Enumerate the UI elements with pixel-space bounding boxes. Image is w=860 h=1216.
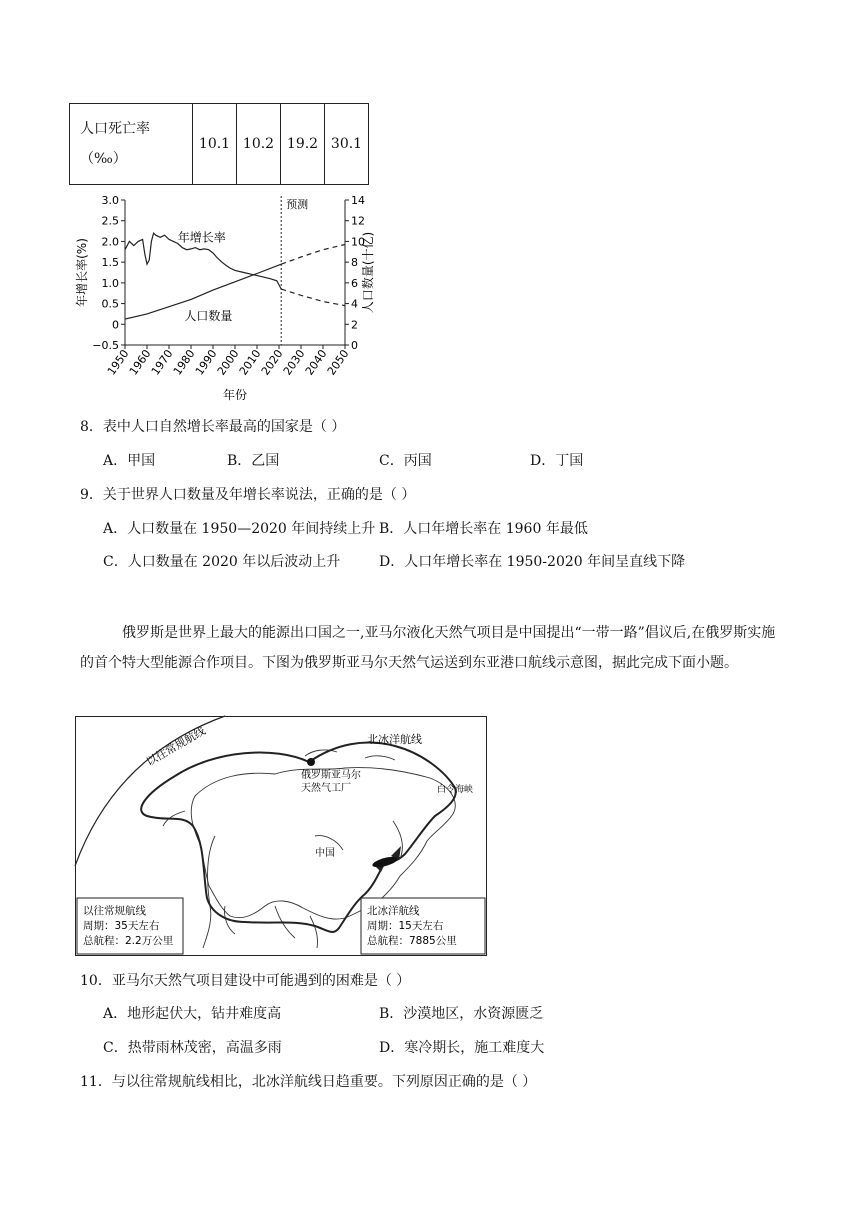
x-tick-label: 1990 bbox=[192, 347, 220, 378]
q10-option-d[interactable]: D．寒冷期长，施工难度大 bbox=[379, 1040, 545, 1056]
question-9-stem: 9．关于世界人口数量及年增长率说法，正确的是（ ） bbox=[80, 487, 416, 503]
legend-arctic-line3: 总航程：7885公里 bbox=[367, 935, 457, 947]
y-left-tick-label: 1.0 bbox=[101, 276, 119, 290]
x-axis-title: 年份 bbox=[222, 388, 248, 402]
x-tick-label: 2040 bbox=[302, 347, 330, 378]
y-right-axis-title: 人口数量(十亿) bbox=[361, 231, 375, 314]
y-left-tick-label: 2.0 bbox=[101, 235, 119, 249]
forecast-label: 预测 bbox=[286, 198, 309, 211]
y-right-tick-label: 8 bbox=[351, 256, 358, 270]
table-cell: 30.1 bbox=[325, 104, 369, 185]
label-factory-line1: 俄罗斯亚马尔 bbox=[301, 770, 361, 781]
y-left-tick-label: 0 bbox=[112, 318, 119, 332]
route-map bbox=[75, 716, 487, 956]
x-tick-label: 2050 bbox=[324, 347, 352, 378]
series-forecast-1 bbox=[281, 245, 345, 265]
q8-option-b[interactable]: B．乙国 bbox=[227, 453, 280, 469]
q9-option-a[interactable]: A．人口数量在 1950—2020 年间持续上升 bbox=[103, 521, 376, 537]
q8-option-a[interactable]: A．甲国 bbox=[103, 453, 156, 469]
y-left-axis-title: 年增长率(%) bbox=[75, 238, 89, 307]
chart-labels bbox=[74, 194, 375, 402]
series-forecast-0 bbox=[281, 289, 345, 306]
table-cell: 19.2 bbox=[281, 104, 325, 185]
legend-old-line2: 周期：35天左右 bbox=[83, 920, 160, 932]
label-old-route: 以往常规航线 bbox=[144, 724, 208, 769]
chart-marks bbox=[125, 233, 345, 319]
x-tick-label: 2010 bbox=[236, 347, 264, 378]
q10-option-b[interactable]: B．沙漠地区，水资源匮乏 bbox=[379, 1006, 544, 1022]
question-8-stem: 8．表中人口自然增长率最高的国家是（ ） bbox=[80, 419, 346, 435]
label-china: 中国 bbox=[315, 848, 335, 859]
x-tick-label: 2020 bbox=[258, 347, 286, 378]
reading-passage: 俄罗斯是世界上最大的能源出口国之一,亚马尔液化天然气项目是中国提出“一带一路”倡议后,在俄罗斯实施的首个特大型能源合作项目。下图为俄罗斯亚马尔天然气运送到东亚港口航线示意图，据此完成下面小题。 bbox=[80, 625, 776, 671]
q9-option-b[interactable]: B．人口年增长率在 1960 年最低 bbox=[379, 521, 588, 537]
factory-marker bbox=[307, 758, 315, 766]
y-left-tick-label: −0.5 bbox=[92, 339, 119, 352]
q8-option-c[interactable]: C．丙国 bbox=[379, 453, 432, 469]
label-factory-line2: 天然气工厂 bbox=[301, 783, 351, 794]
row-label-line1: 人口死亡率 bbox=[80, 121, 150, 137]
label-strait: 白令海峡 bbox=[437, 785, 474, 795]
x-tick-label: 2000 bbox=[214, 347, 242, 378]
y-left-tick-label: 1.5 bbox=[101, 256, 119, 270]
y-right-tick-label: 12 bbox=[351, 214, 365, 228]
table-row bbox=[70, 104, 369, 185]
x-tick-label: 1960 bbox=[126, 347, 154, 378]
question-11-stem: 11．与以往常规航线相比，北冰洋航线日趋重要。下列原因正确的是（ ） bbox=[80, 1074, 537, 1090]
y-left-tick-label: 3.0 bbox=[101, 194, 119, 207]
label-arctic-route: 北冰洋航线 bbox=[367, 733, 422, 746]
question-10-stem: 10．亚马尔天然气项目建设中可能遇到的困难是（ ） bbox=[80, 973, 411, 989]
legend-arctic-line1: 北冰洋航线 bbox=[367, 905, 420, 917]
chart-axes bbox=[121, 196, 349, 349]
y-right-tick-label: 14 bbox=[351, 194, 365, 207]
row-label bbox=[70, 104, 193, 185]
legend-old-line1: 以往常规航线 bbox=[83, 905, 146, 917]
x-tick-label: 1980 bbox=[170, 347, 198, 378]
table-cell: 10.1 bbox=[193, 104, 237, 185]
q9-option-c[interactable]: C．人口数量在 2020 年以后波动上升 bbox=[103, 554, 341, 570]
y-right-tick-label: 4 bbox=[351, 297, 358, 311]
y-right-tick-label: 0 bbox=[351, 339, 358, 352]
q9-option-d[interactable]: D．人口年增长率在 1950-2020 年间呈直线下降 bbox=[379, 554, 686, 570]
y-right-tick-label: 2 bbox=[351, 318, 358, 332]
y-left-tick-label: 0.5 bbox=[101, 297, 119, 311]
y-left-tick-label: 2.5 bbox=[101, 214, 119, 228]
q10-option-c[interactable]: C．热带雨林茂密，高温多雨 bbox=[103, 1040, 282, 1056]
row-label-line2: （‰） bbox=[80, 151, 127, 167]
x-tick-label: 1950 bbox=[104, 347, 132, 378]
q8-option-d[interactable]: D．丁国 bbox=[530, 453, 584, 469]
x-tick-label: 2030 bbox=[280, 347, 308, 378]
legend-arctic-line2: 周期：15天左右 bbox=[367, 920, 444, 932]
y-right-tick-label: 6 bbox=[351, 276, 358, 290]
mortality-table bbox=[69, 103, 369, 185]
population-chart bbox=[70, 188, 375, 404]
table-cell: 10.2 bbox=[237, 104, 281, 185]
q10-option-a[interactable]: A．地形起伏大，钻井难度高 bbox=[103, 1006, 282, 1022]
series-label-population: 人口数量 bbox=[184, 309, 233, 323]
y-right-tick-label: 10 bbox=[351, 235, 365, 249]
legend-old-line3: 总航程：2.2万公里 bbox=[83, 935, 174, 947]
series-label-growth: 年增长率 bbox=[177, 230, 226, 245]
x-tick-label: 1970 bbox=[148, 347, 176, 378]
